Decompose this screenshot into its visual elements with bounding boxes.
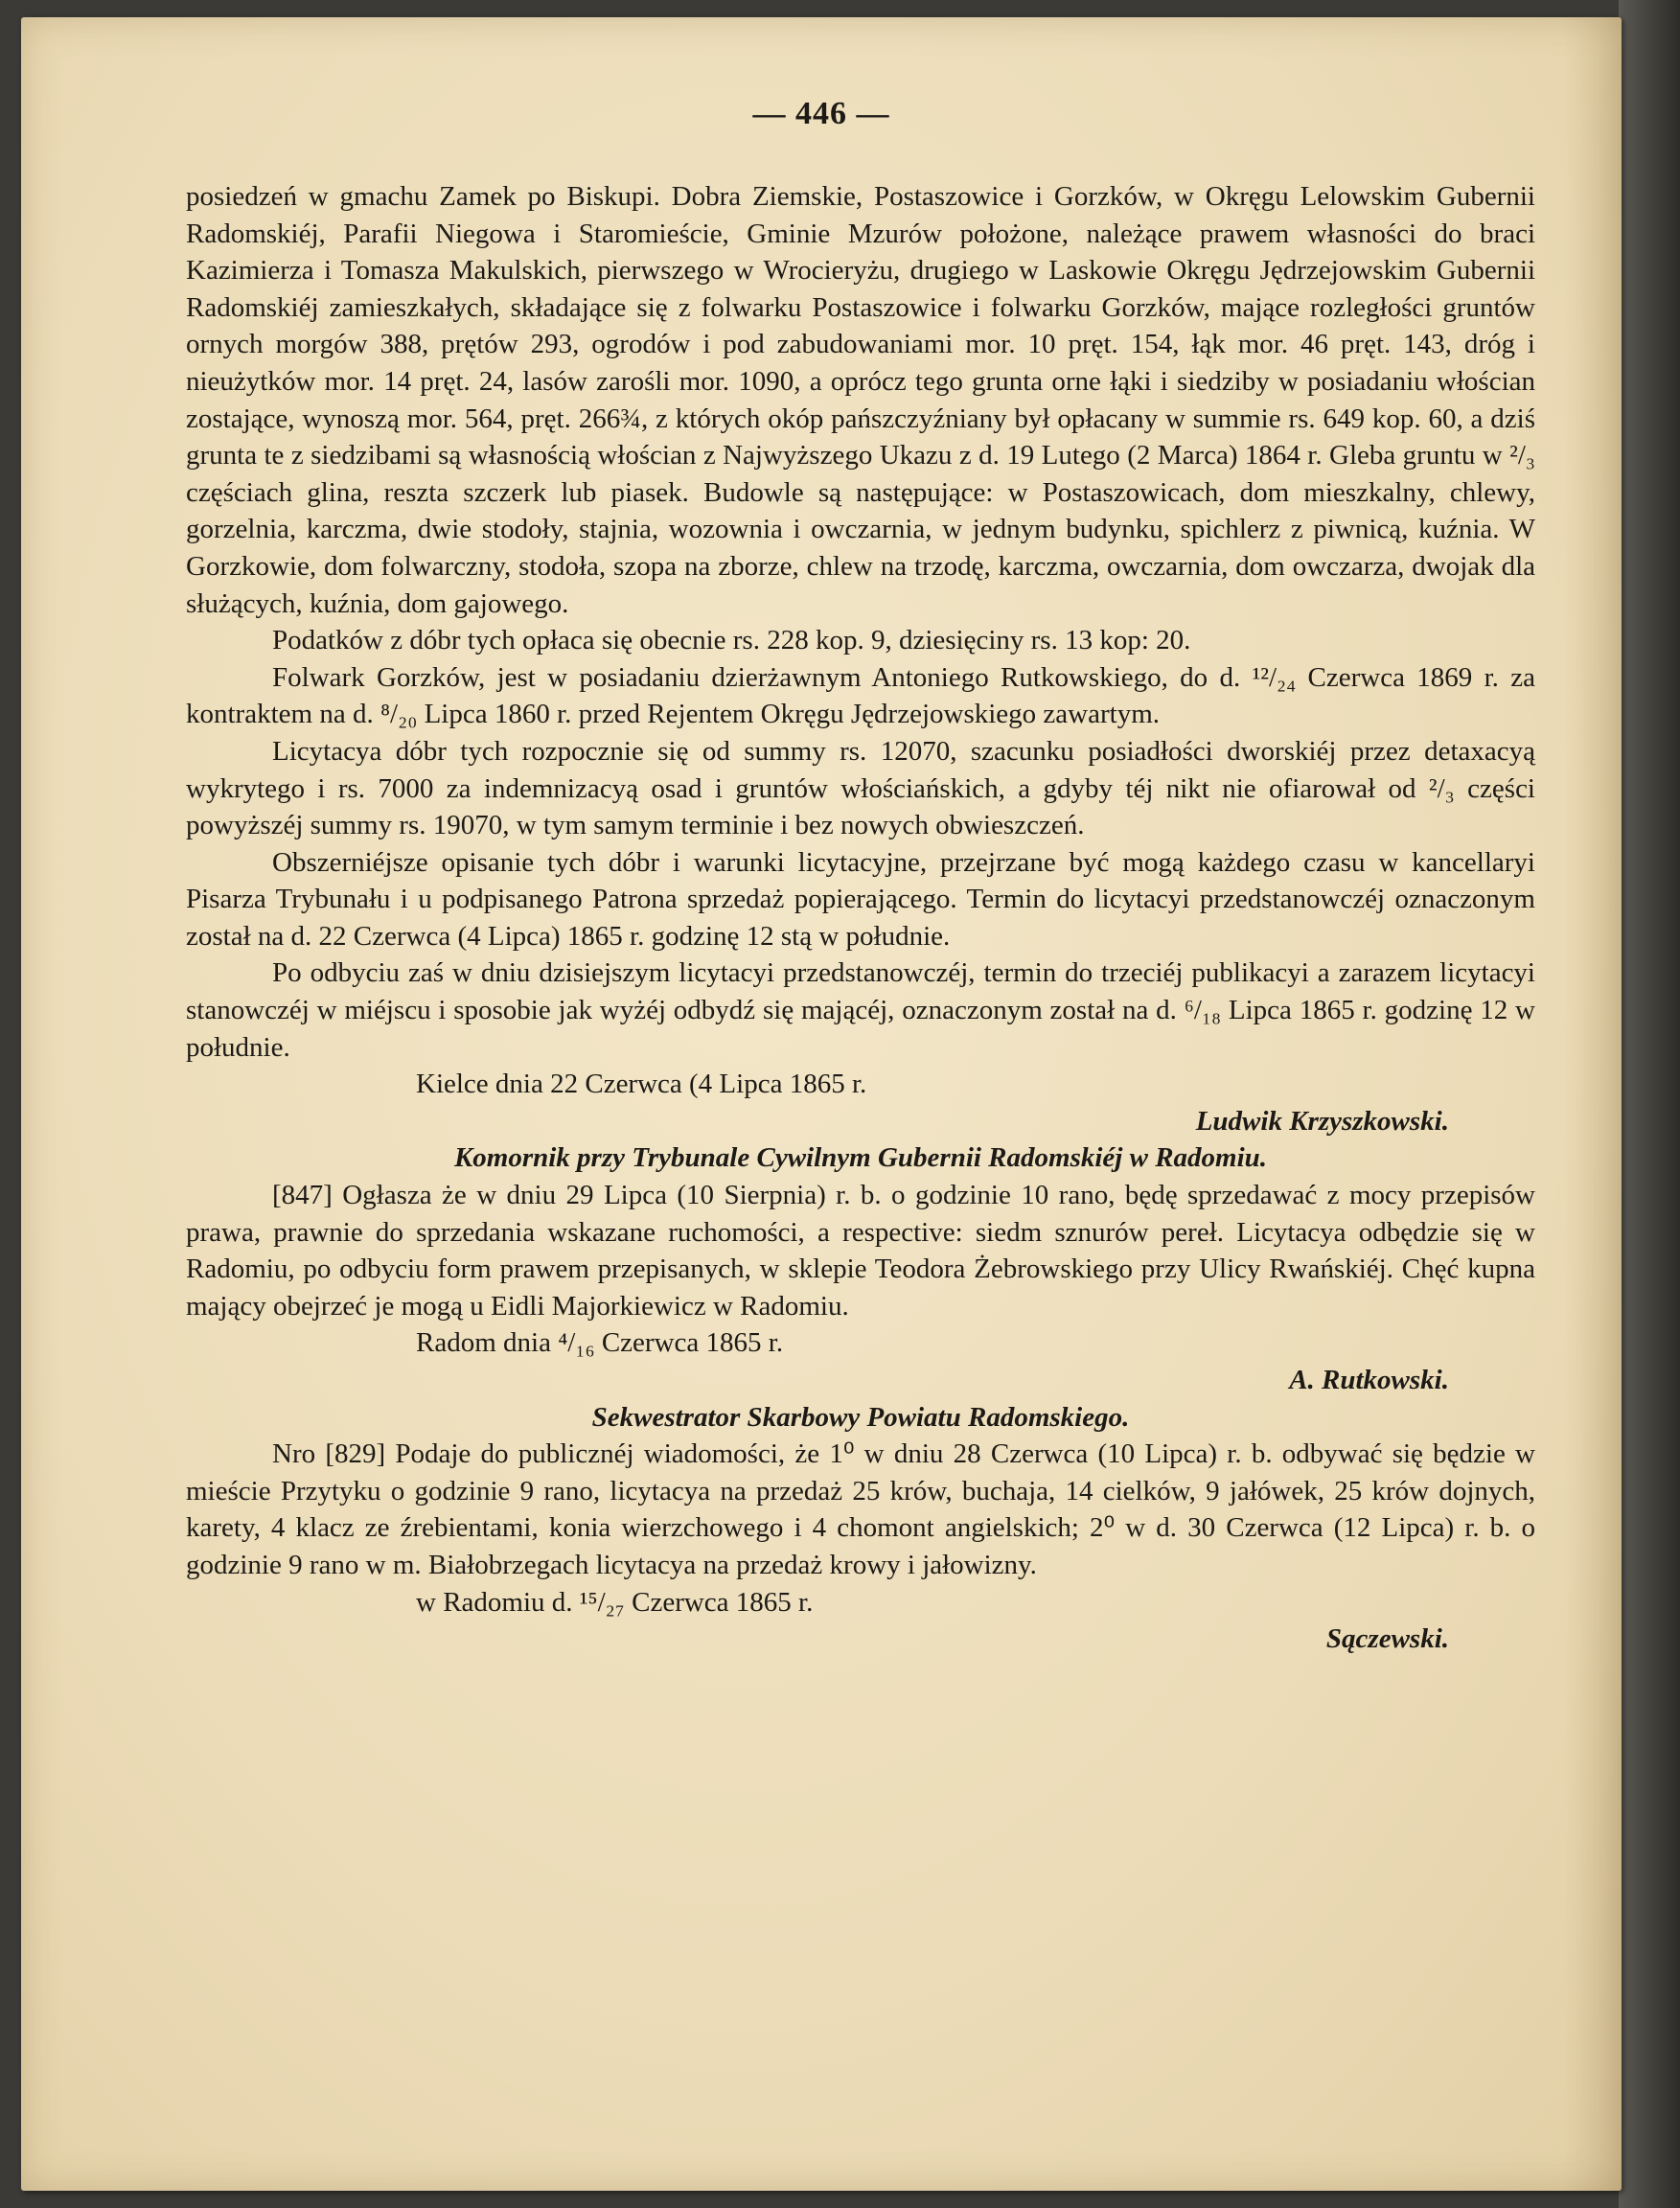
- notice-paragraph: Podatków z dóbr tych opłaca się obecnie rs. 228 kop. 9, dziesięciny rs. 13 kop: 20.: [272, 625, 1191, 656]
- notice-paragraph: Nro [829] Podaje do publicznéj wiadomości, że 1⁰ w dniu 28 Czerwca (10 Lipca) r. b. odbywać się będzie w mieście Przytyku o godzinie 9 rano, licytacya na przedaż 25 krów, buchaja, 14 cielków, 9 jałówek, 25 krów dojnych, karety, 4 klacz ze źrebientami, konia wierzchowego i 4 chomont angielskich; 2⁰ w d. 30 Czerwca (12 Lipca) r. b. o godzinie 9 rano w m. Białobrzegach licytacya na przedaż krowy i jałowizny.: [186, 1438, 1535, 1580]
- notice-place-date: Kielce dnia 22 Czerwca (4 Lipca 1865 r.: [416, 1069, 867, 1100]
- notice-paragraph: posiedzeń w gmachu Zamek po Biskupi. Dobra Ziemskie, Postaszowice i Gorzków, w Okręgu Lelowskim Gubernii Radomskiéj, Parafii Niegowa i Staromieście, Gminie Mzurów położone, należące prawem własności do braci Kazimierza i Tomasza Makulskich, pierwszego w Wrocieryżu, drugiego w Laskowie Okręgu Jędrzejowskim Gubernii Radomskiéj zamieszkałych, składające się z folwarku Postaszowice i folwarku Gorzków, mające rozległości gruntów ornych morgów 388, prętów 293, ogrodów i pod zabudowaniami mor. 10 pręt. 154, łąk mor. 46 pręt. 143, dróg i nieużytków mor. 14 pręt. 24, lasów zarośli mor. 1090, a oprócz tego grunta orne łąki i siedziby w posiadaniu włościan zostające, wynoszą mor. 564, pręt. 266¾, z których okóp pańszczyźniany był opłacany w summie rs. 649 kop. 60, a dziś grunta te z siedzibami są własnością włościan z Najwyższego Ukazu z d. 19 Lutego (2 Marca) 1864 r. Gleba gruntu w ²/₃ częściach glina, reszta szczerk lub piasek. Budowle są następujące: w Postaszowicach, dom mieszkalny, chlewy, gorzelnia, karczma, dwie stodoły, stajnia, wozownia i owczarnia, w jednym budynku, spichlerz z piwnicą, kuźnia. W Gorzkowie, dom folwarczny, stodoła, szopa na zborze, chlew na trzodę, karczma, owczarnia, dom owczarza, dwojak dla służących, kuźnia, dom gajowego.: [186, 181, 1535, 619]
- notice-tax-sequestrator: [186, 1399, 1535, 1658]
- notice-heading: Komornik przy Trybunale Cywilnym Gubernii Radomskiéj w Radomiu.: [453, 1142, 1268, 1174]
- page-text: [186, 178, 1535, 1658]
- notice-signature: A. Rutkowski.: [1289, 1365, 1449, 1395]
- notice-place-date: Radom dnia ⁴/₁₆ Czerwca 1865 r.: [416, 1327, 784, 1359]
- notice-paragraph: Licytacya dóbr tych rozpocznie się od summy rs. 12070, szacunku posiadłości dworskiéj przez detaxacyą wykrytego i rs. 7000 za indemnizacyą osad i gruntów włościańskich, a gdyby téj nikt nie ofiarował od ²/₃ części powyższéj summy rs. 19070, w tym samym terminie i bez nowych obwieszczeń.: [186, 735, 1535, 841]
- notice-bailiff: [186, 1139, 1535, 1398]
- notice-signature: Sączewski.: [1325, 1623, 1449, 1655]
- notice-paragraph: [847] Ogłasza że w dniu 29 Lipca (10 Sierpnia) r. b. o godzinie 10 rano, będę sprzedawać z mocy przepisów prawa, prawnie do sprzedania wskazane ruchomości, a respective: siedm sznurów pereł. Licytacya odbędzie się w Radomiu, po odbyciu form prawem przepisanych, w sklepie Teodora Żebrowskiego przy Ulicy Rwańskiéj. Chęć kupna mający obejrzeć je mogą u Eidli Majorkiewicz w Radomiu.: [186, 1180, 1535, 1322]
- page-gutter-shadow: [1564, 17, 1622, 2191]
- scanner-background: [1619, 0, 1680, 2208]
- notice-paragraph: Folwark Gorzków, jest w posiadaniu dzierżawnym Antoniego Rutkowskiego, do d. ¹²/₂₄ Czerwca 1869 r. za kontraktem na d. ⁸/₂₀ Lipca 1860 r. przed Rejentem Okręgu Jędrzejowskiego zawartym.: [186, 661, 1535, 730]
- notice-estate-auction: [186, 178, 1535, 1139]
- notice-place-date: w Radomiu d. ¹⁵/₂₇ Czerwca 1865 r.: [416, 1586, 814, 1618]
- newspaper-page: [21, 17, 1622, 2191]
- page-number: — 446 —: [752, 96, 890, 131]
- notice-paragraph: Obszerniéjsze opisanie tych dóbr i warunki licytacyjne, przejrzane być mogą każdego czasu w kancellaryi Pisarza Trybunału i u podpisanego Patrona sprzedaż popierającego. Termin do licytacyi przedstanowczéj oznaczonym został na d. 22 Czerwca (4 Lipca) 1865 r. godzinę 12 stą w południe.: [186, 846, 1535, 952]
- notice-heading: Sekwestrator Skarbowy Powiatu Radomskiego.: [591, 1401, 1130, 1433]
- notice-paragraph: Po odbyciu zaś w dniu dzisiejszym licytacyi przedstanowczéj, termin do trzeciéj publikacyi a zarazem licytacyi stanowczéj w miéjscu i sposobie jak wyżéj odbydź się mającéj, oznaczonym został na d. ⁶/₁₈ Lipca 1865 r. godzinę 12 w południe.: [186, 957, 1535, 1063]
- notice-signature: Ludwik Krzyszkowski.: [1195, 1105, 1449, 1137]
